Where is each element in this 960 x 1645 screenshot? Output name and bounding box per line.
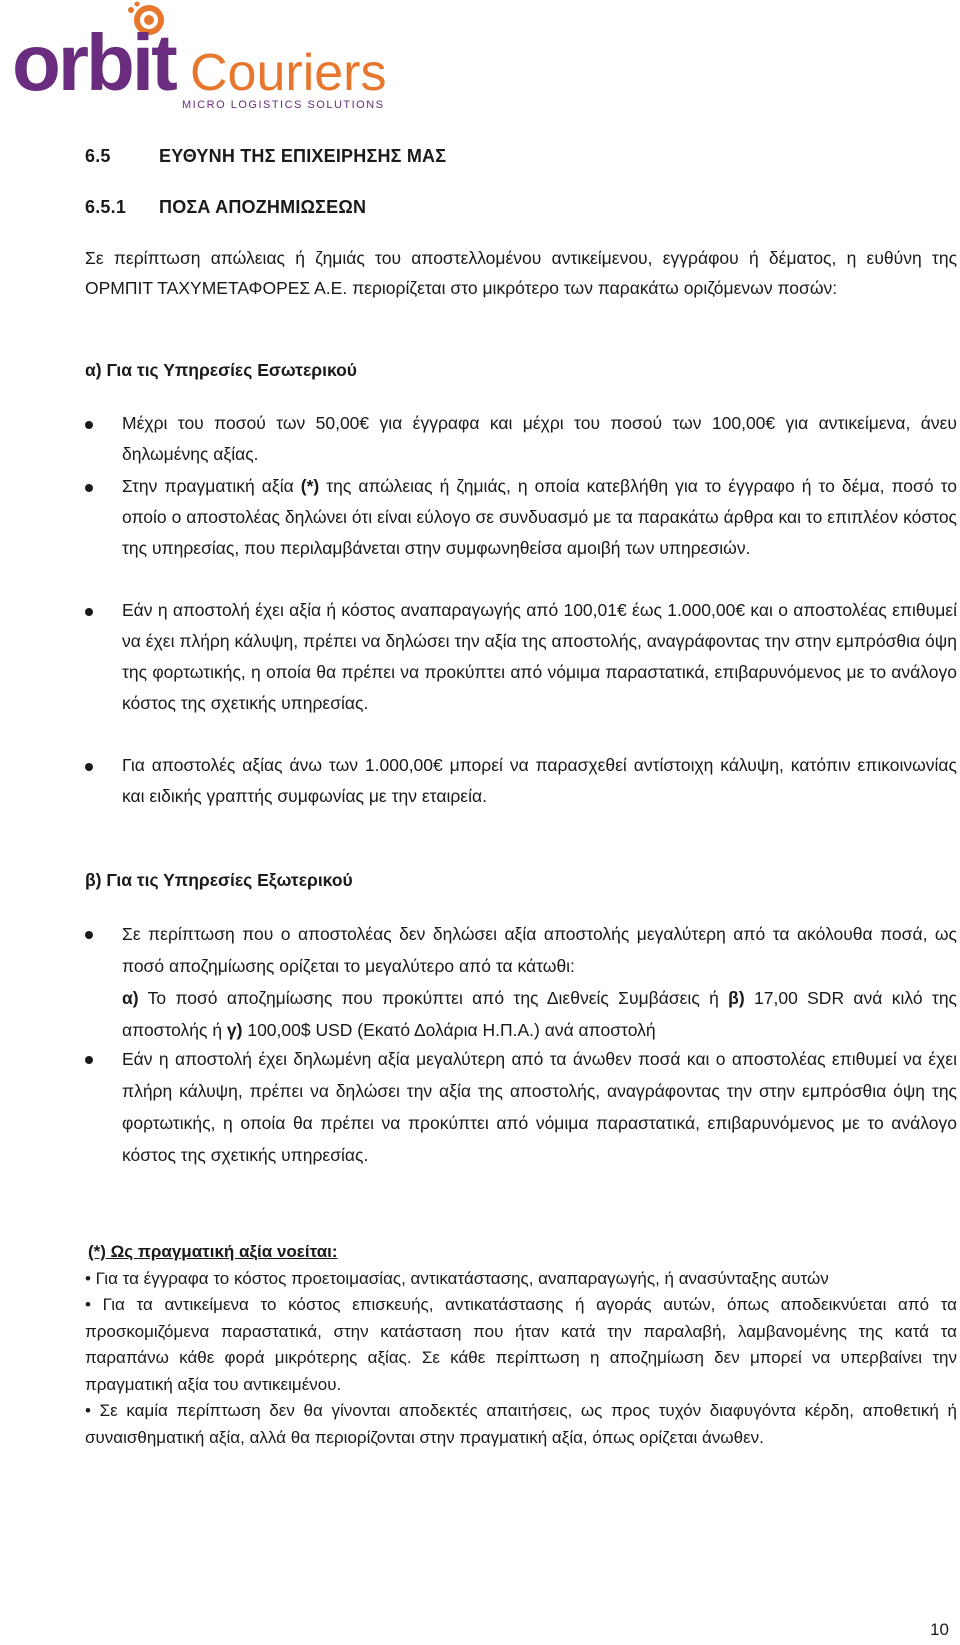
list-item — [85, 471, 957, 564]
footnote-item: • Για τα έγγραφα το κόστος προετοιμασίας, αντικατάστασης, αναπαραγωγής, ή ανασύνταξης αυτών — [85, 1268, 829, 1288]
intro-paragraph: Σε περίπτωση απώλειας ή ζημιάς του αποστελλομένου αντικείμενου, εγγράφου ή δέματος, η ευθύνη της ΟΡΜΠΙΤ ΤΑΧΥΜΕΤΑΦΟΡΕΣ Α.Ε. περιορίζεται στο μικρότερο των παρακάτω οριζόμενων ποσών: — [85, 248, 957, 298]
subsection-number: 6.5.1 — [85, 197, 127, 217]
section-heading — [85, 146, 446, 167]
orbit-couriers-logo — [6, 0, 386, 118]
list-item-text: Εάν η αποστολή έχει αξία ή κόστος αναπαραγωγής από 100,01€ έως 1.000,00€ και ο αποστολέας επιθυμεί να έχει πλήρη κάλυψη, πρέπει να δηλώσει την αξία της αποστολής, αναγράφοντας την στην εμπρόσθια όψη της φορτωτικής, η οποία θα πρέπει να προκύπτει από νόμιμα παραστατικά, επιβαρυνόμενος με το ανάλογο κόστος της σχετικής υπηρεσίας. — [122, 600, 957, 713]
list-item — [85, 408, 957, 470]
international-heading: β) Για τις Υπηρεσίες Εξωτερικού — [85, 870, 353, 890]
bullet-icon — [85, 421, 93, 429]
footnote-section — [85, 1239, 957, 1451]
list-item — [85, 750, 957, 812]
list-item-text: Στην πραγματική αξία (*) της απώλειας ή ζημιάς, η οποία κατεβλήθη για το έγγραφο ή το δέμα, ποσό το οποίο ο αποστολέας δηλώνει ότι είναι εύλογο σε συνδυασμό με τα παρακάτω άρθρα και το επιπλέον κόστος της υπηρεσίας, που περιλαμβάνεται στην συμφωνηθείσα αμοιβή των υπηρεσιών. — [122, 476, 957, 558]
subsection-heading — [85, 197, 366, 218]
list-item-text: Μέχρι του ποσού των 50,00€ για έγγραφα και μέχρι του ποσού των 100,00€ για αντικείμενα, άνευ δηλωμένης αξίας. — [122, 413, 957, 464]
asterisk-reference: (*) — [300, 476, 320, 496]
footnote-item: • Για τα αντικείμενα το κόστος επισκευής, αντικατάστασης ή αγοράς αυτών, όπως αποδεικνύεται από τα προσκομιζόμενα παραστατικά, στην κατάσταση που ήταν κατά την παραλαβή, λαμβανομένης της κατά τα παραπάνω κάθε φορά μικρότερης αξίας. Σε κάθε περίπτωση η αποζημίωση δεν μπορεί να υπερβαίνει την πραγματική αξία του αντικειμένου. — [85, 1295, 957, 1394]
section-title: ΕΥΘΥΝΗ ΤΗΣ ΕΠΙΧΕΙΡΗΣΗΣ ΜΑΣ — [159, 146, 447, 166]
bullet-icon — [85, 931, 93, 939]
list-item-text: Εάν η αποστολή έχει δηλωμένη αξία μεγαλύτερη από τα άνωθεν ποσά και ο αποστολέας επιθυμεί να έχει πλήρη κάλυψη, πρέπει να δηλώσει την αξία της αποστολής, αναγράφοντας την στην εμπρόσθια όψη της φορτωτικής, η οποία θα πρέπει να προκύπτει από νόμιμα παραστατικά, επιβαρυνόμενος με το ανάλογο κόστος της σχετικής υπηρεσίας. — [122, 1049, 957, 1165]
list-item-text: Για αποστολές αξίας άνω των 1.000,00€ μπορεί να παρασχεθεί αντίστοιχη κάλυψη, κατόπιν επικοινωνίας και ειδικής γραπτής συμφωνίας με την εταιρεία. — [122, 755, 957, 806]
logo-name-left: orbit — [12, 18, 175, 107]
page-number: 10 — [930, 1620, 949, 1639]
bullet-icon — [85, 763, 93, 771]
logo-name-right: Couriers — [190, 44, 386, 102]
section-number: 6.5 — [85, 146, 111, 166]
domestic-heading: α) Για τις Υπηρεσίες Εσωτερικού — [85, 360, 357, 380]
list-item — [85, 595, 957, 719]
subsection-title: ΠΟΣΑ ΑΠΟΖΗΜΙΩΣΕΩΝ — [159, 197, 367, 217]
bullet-icon — [85, 1056, 93, 1064]
footnote-title: (*) Ως πραγματική αξία νοείται: — [88, 1242, 338, 1261]
list-item-text: Σε περίπτωση που ο αποστολέας δεν δηλώσει αξία αποστολής μεγαλύτερη από τα ακόλουθα ποσά, ως ποσό αποζημίωσης ορίζεται το μεγαλύτερο από τα κάτωθι: α) Το ποσό αποζημίωσης που προκύπτει από της Διεθνείς Συμβάσεις ή β) 17,00 SDR ανά κιλό της αποστολής ή γ) 100,00$ USD (Εκατό Δολάρια Η.Π.Α.) ανά αποστολή — [122, 924, 957, 1040]
bullet-icon — [85, 484, 93, 492]
list-item — [85, 1043, 957, 1171]
bullet-icon — [85, 608, 93, 616]
footnote-item: • Σε καμία περίπτωση δεν θα γίνονται αποδεκτές απαιτήσεις, ως προς τυχόν διαφυγόντα κέρδη, αποθετική ή συναισθηματική αξία, αλλά θα περιορίζονται στην πραγματική αξία, όπως ορίζεται άνωθεν. — [85, 1401, 957, 1447]
list-item — [85, 918, 957, 1046]
logo-tagline: MICRO LOGISTICS SOLUTIONS — [182, 99, 385, 111]
